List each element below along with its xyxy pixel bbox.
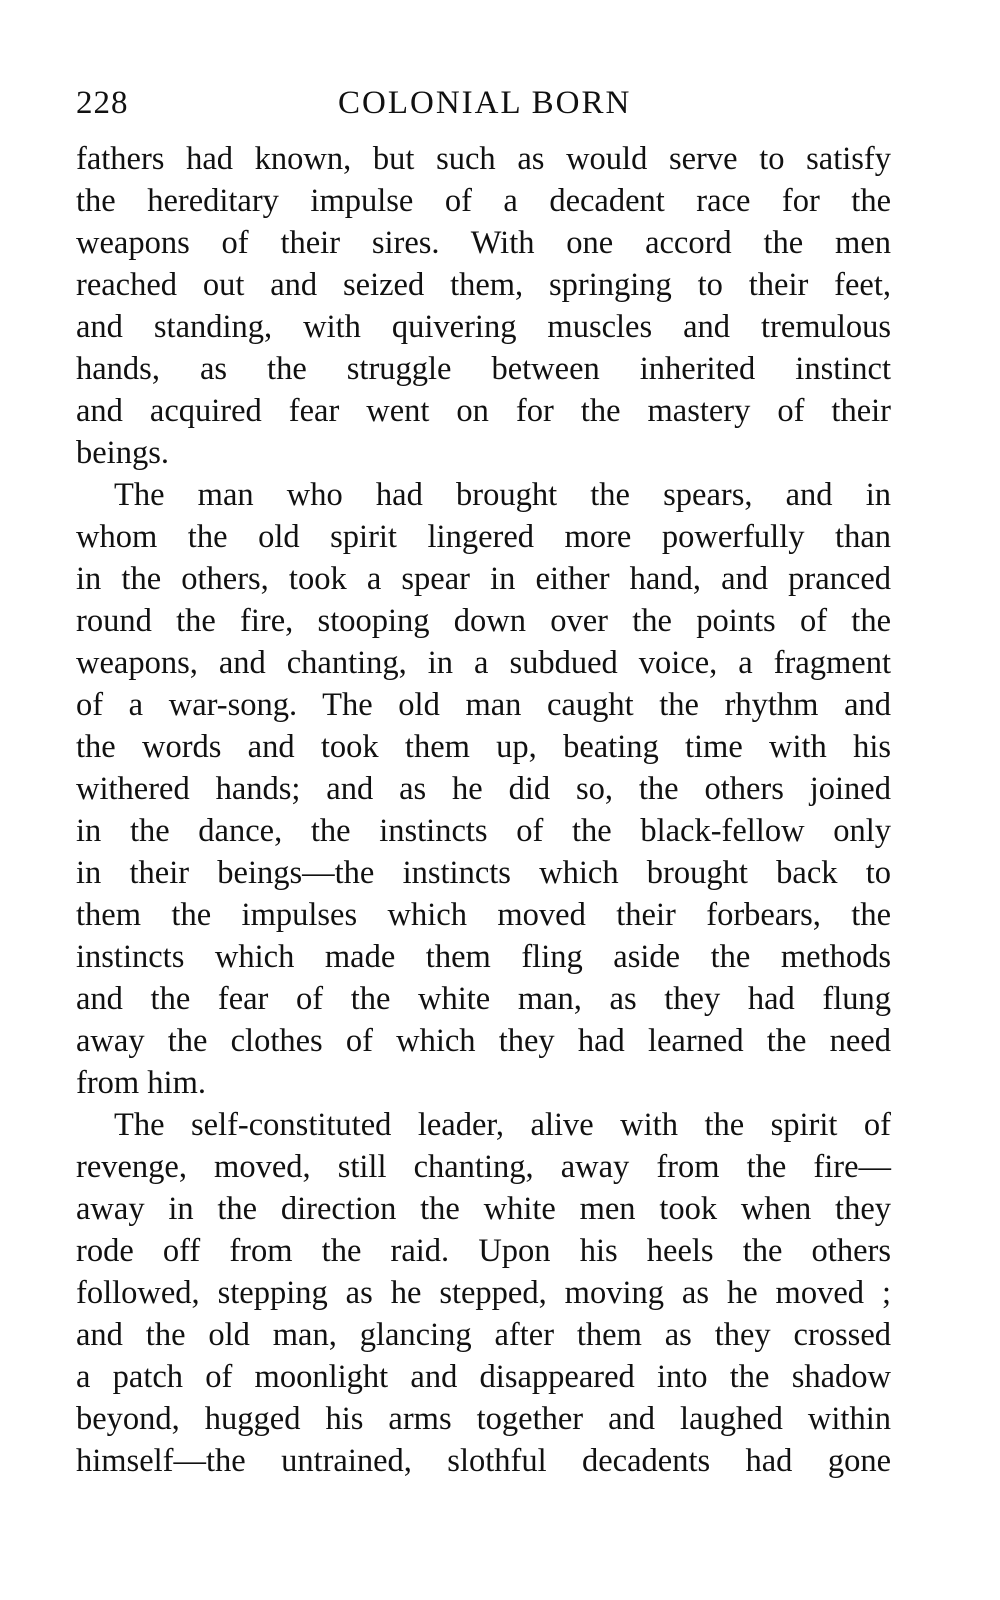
text-line: weapons of their sires. With one accord the men	[76, 225, 891, 261]
text-line: The self-constituted leader, alive with the spirit of	[114, 1107, 891, 1143]
text-line: hands, as the struggle between inherited instinct	[76, 351, 891, 387]
text-line: reached out and seized them, springing to their feet,	[76, 267, 891, 303]
text-line: and standing, with quivering muscles and tremulous	[76, 309, 891, 345]
text-line: them the impulses which moved their forbears, the	[76, 897, 891, 933]
text-line: away the clothes of which they had learned the need	[76, 1023, 891, 1059]
text-line: from him.	[76, 1065, 206, 1101]
running-title: COLONIAL BORN	[338, 85, 632, 121]
text-line: fathers had known, but such as would serve to satisfy	[76, 141, 891, 177]
text-line: a patch of moonlight and disappeared into the shadow	[76, 1359, 891, 1395]
text-line: and the old man, glancing after them as they crossed	[76, 1317, 891, 1353]
text-line: the hereditary impulse of a decadent race for the	[76, 183, 891, 219]
paragraph	[76, 138, 891, 474]
running-head	[76, 78, 891, 128]
text-line: the words and took them up, beating time with his	[76, 729, 891, 765]
text-line: and the fear of the white man, as they had flung	[76, 981, 891, 1017]
text-line: in the others, took a spear in either hand, and pranced	[76, 561, 891, 597]
text-line: in the dance, the instincts of the black-fellow only	[76, 813, 891, 849]
text-line: in their beings—the instincts which brought back to	[76, 855, 891, 891]
text-line: and acquired fear went on for the mastery of their	[76, 393, 891, 429]
text-line: of a war-song. The old man caught the rhythm and	[76, 687, 891, 723]
text-line: beings.	[76, 435, 169, 471]
page-number: 228	[76, 85, 129, 121]
text-line: away in the direction the white men took when they	[76, 1191, 891, 1227]
book-page	[76, 78, 891, 1482]
text-line: weapons, and chanting, in a subdued voice, a fragment	[76, 645, 891, 681]
text-line: rode off from the raid. Upon his heels the others	[76, 1233, 891, 1269]
paragraph	[76, 474, 891, 1104]
paragraph	[76, 1104, 891, 1482]
text-line: beyond, hugged his arms together and laughed within	[76, 1401, 891, 1437]
text-line: revenge, moved, still chanting, away from the fire—	[76, 1149, 891, 1185]
text-line: withered hands; and as he did so, the others joined	[76, 771, 891, 807]
text-line: round the fire, stooping down over the points of the	[76, 603, 891, 639]
text-line: The man who had brought the spears, and in	[114, 477, 891, 513]
text-line: instincts which made them fling aside the methods	[76, 939, 891, 975]
text-line: followed, stepping as he stepped, moving as he moved ;	[76, 1275, 891, 1311]
text-line: himself—the untrained, slothful decadents had gone	[76, 1443, 891, 1479]
body-text	[76, 138, 891, 1482]
text-line: whom the old spirit lingered more powerfully than	[76, 519, 891, 555]
